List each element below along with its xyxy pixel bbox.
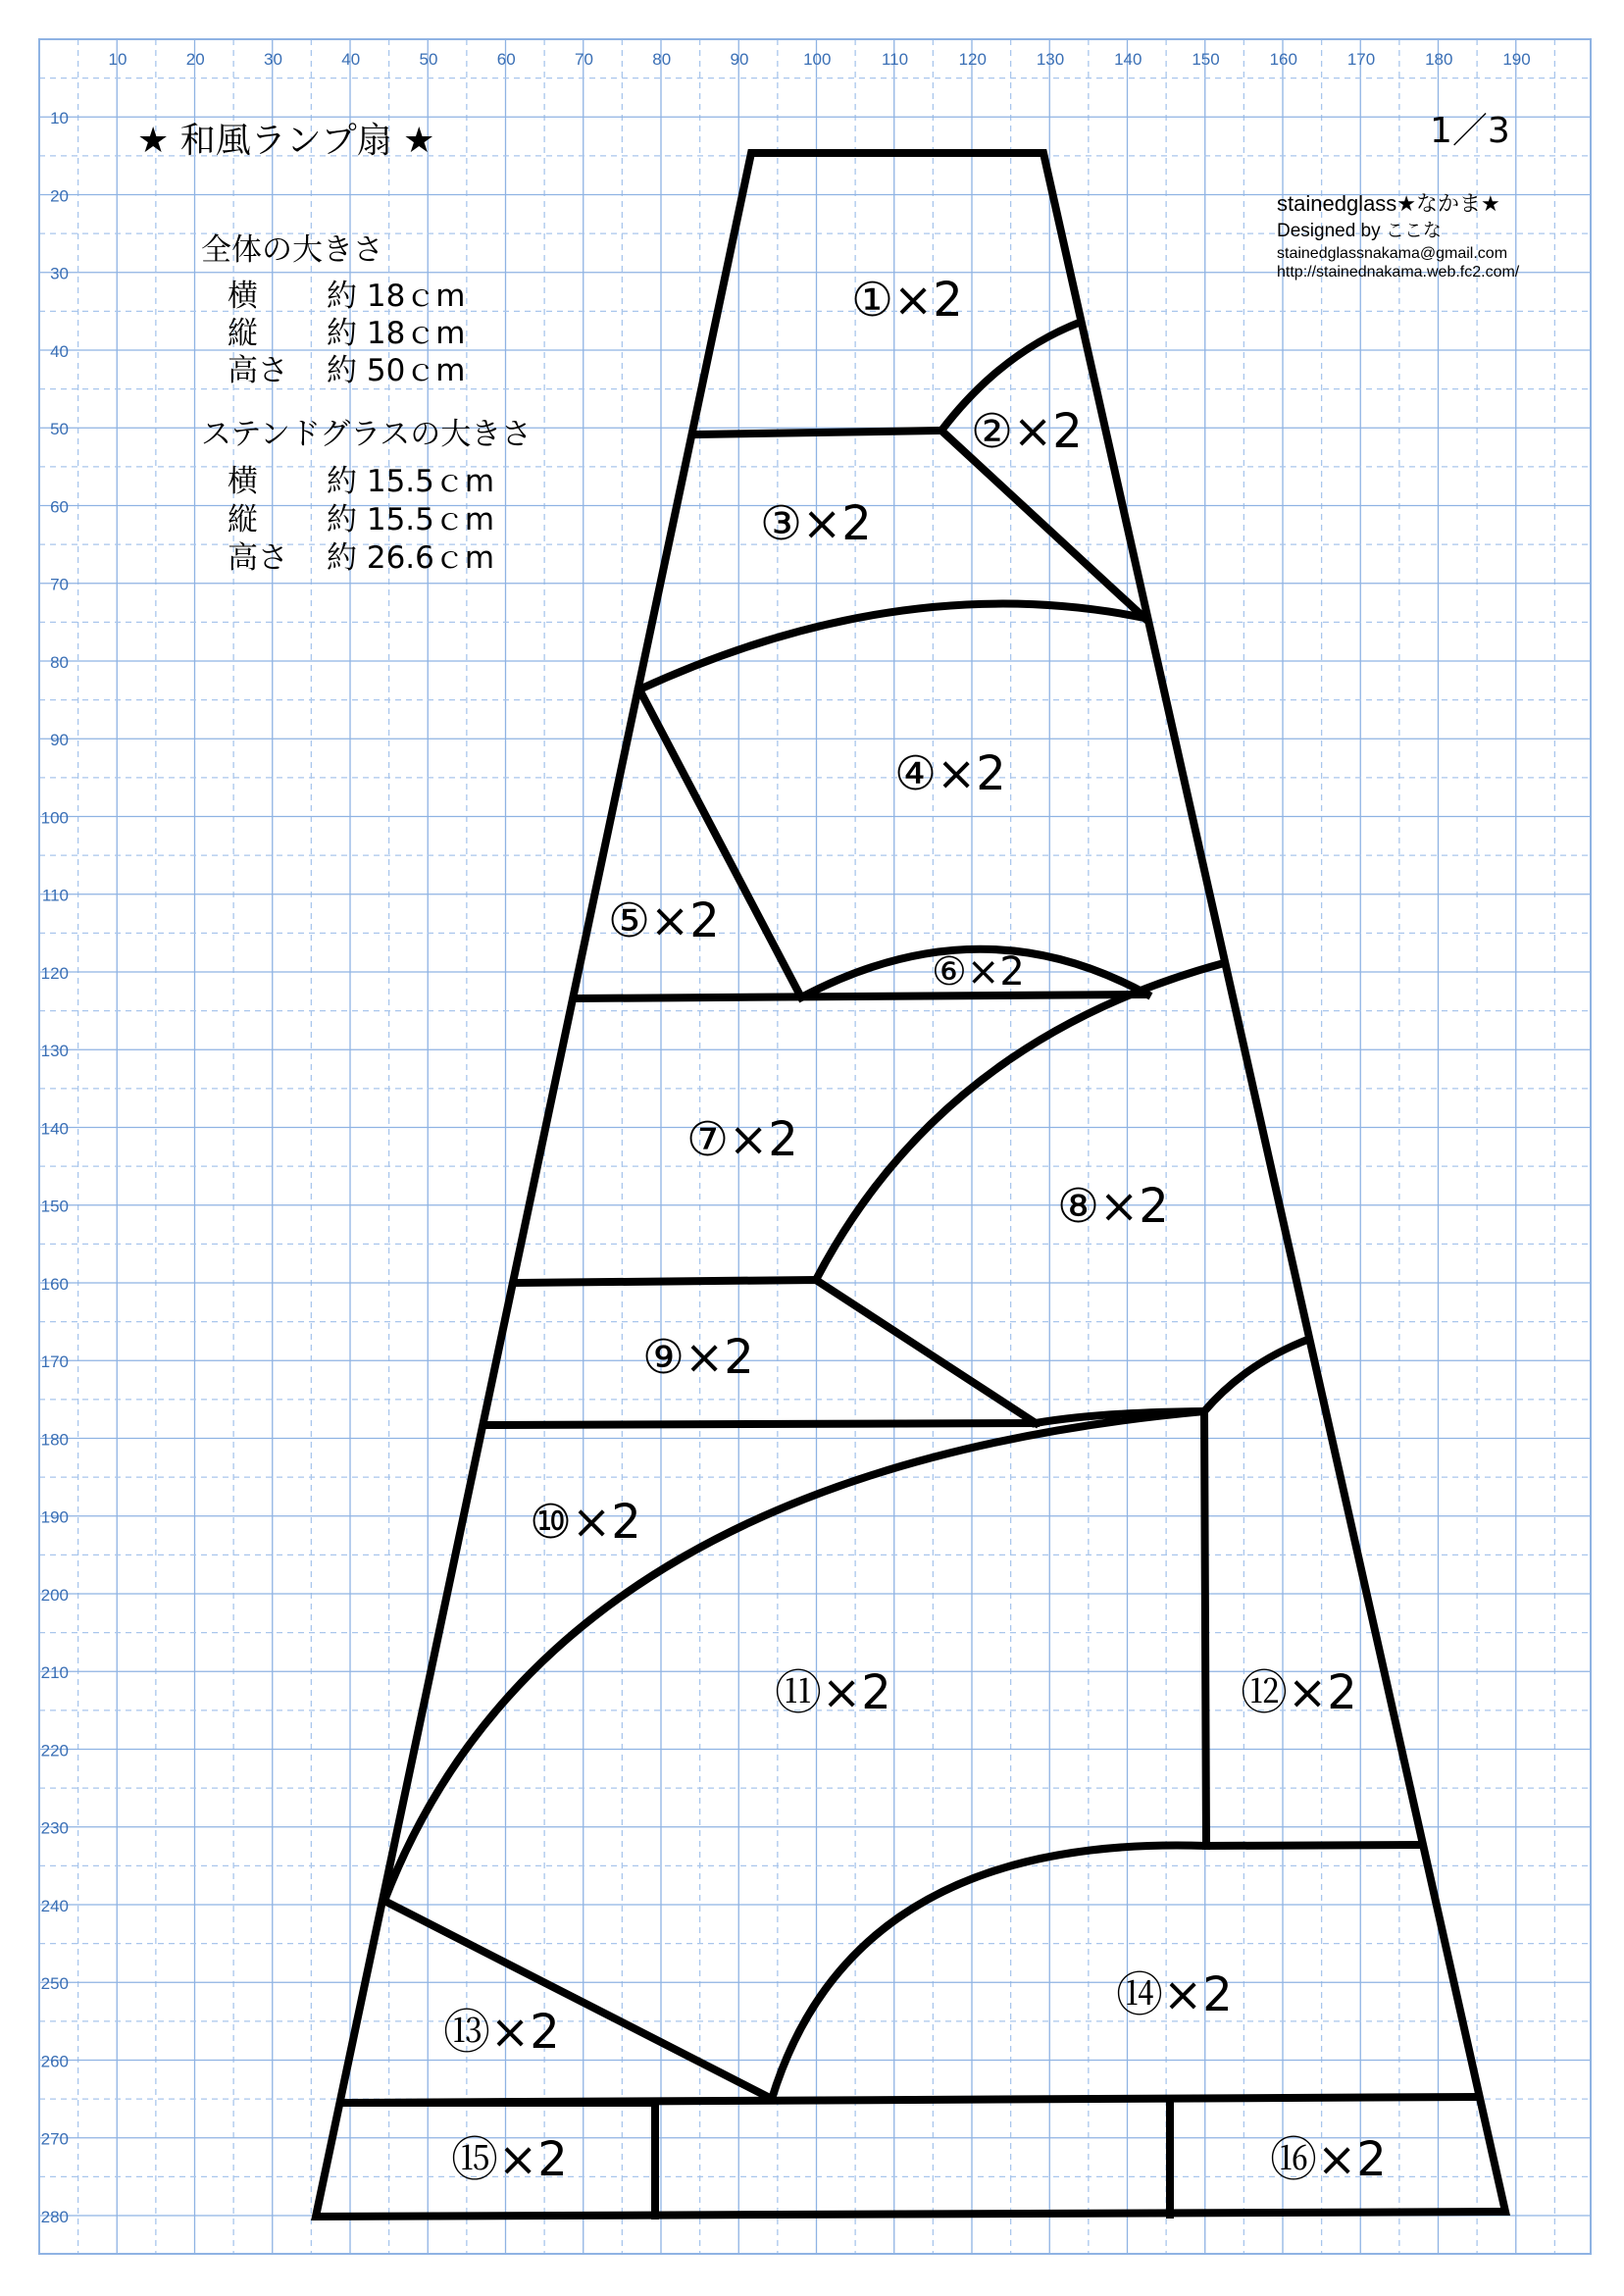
- piece-label: ⑤×2: [608, 893, 720, 948]
- size-label: 横: [228, 279, 258, 314]
- overall-size-heading: 全体の大きさ: [201, 232, 383, 268]
- lead-line: [579, 995, 1145, 998]
- y-tick-label: 70: [50, 575, 69, 594]
- size-value: 約 18ｃm: [327, 279, 466, 314]
- piece-label: ④×2: [894, 746, 1006, 801]
- pattern-title: ★ 和風ランプ扇 ★: [137, 121, 435, 161]
- piece-label: ⑦×2: [686, 1112, 798, 1167]
- overall-size-block: [201, 232, 466, 388]
- x-tick-label: 140: [1114, 50, 1142, 69]
- y-tick-label: 100: [40, 808, 69, 828]
- piece-label: ⑯×2: [1270, 2132, 1387, 2187]
- y-tick-label: 200: [40, 1585, 69, 1605]
- glass-size-heading: ステンドグラスの大きさ: [201, 417, 533, 452]
- y-tick-label: 260: [40, 2052, 69, 2071]
- y-tick-label: 120: [40, 963, 69, 983]
- y-tick-label: 170: [40, 1352, 69, 1371]
- x-tick-label: 70: [575, 50, 593, 69]
- glass-size-block: [201, 417, 532, 576]
- x-tick-label: 180: [1425, 50, 1453, 69]
- y-tick-label: 30: [50, 264, 69, 283]
- y-tick-label: 240: [40, 1896, 69, 1915]
- email-address: stainedglassnakama@gmail.com: [1277, 245, 1508, 262]
- y-tick-label: 80: [50, 652, 69, 672]
- x-tick-label: 10: [108, 50, 127, 69]
- x-tick-label: 80: [652, 50, 672, 69]
- x-tick-label: 100: [803, 50, 832, 69]
- y-tick-label: 270: [40, 2129, 69, 2149]
- piece-label: ⑥×2: [932, 949, 1025, 995]
- x-tick-label: 50: [419, 50, 438, 69]
- y-tick-label: 140: [40, 1119, 69, 1139]
- piece-labels: [443, 273, 1387, 2187]
- size-value: 約 18ｃm: [327, 316, 466, 351]
- y-axis-labels: [41, 109, 69, 2226]
- size-label: 高さ: [228, 353, 288, 388]
- y-tick-label: 90: [50, 731, 69, 749]
- y-tick-label: 280: [40, 2207, 69, 2226]
- designer-credit: Designed by ここな: [1277, 221, 1442, 241]
- lead-line: [518, 1280, 1036, 1423]
- y-tick-label: 130: [40, 1042, 69, 1060]
- x-tick-label: 120: [958, 50, 987, 69]
- y-tick-label: 150: [40, 1197, 69, 1216]
- x-tick-label: 20: [185, 50, 205, 69]
- brand-name: stainedglass★なかま★: [1277, 191, 1500, 216]
- y-tick-label: 20: [50, 186, 69, 206]
- piece-label: ⑧×2: [1057, 1179, 1169, 1234]
- page-number: 1／3: [1430, 111, 1510, 151]
- x-tick-label: 110: [881, 50, 909, 69]
- lead-line: [487, 1423, 1036, 1425]
- y-tick-label: 50: [50, 420, 69, 438]
- x-tick-label: 30: [264, 50, 282, 69]
- lead-line: [384, 1901, 772, 2099]
- y-tick-label: 160: [40, 1274, 69, 1294]
- pattern-lead-lines: [316, 153, 1508, 2217]
- piece-label: ⑮×2: [451, 2132, 568, 2187]
- piece-label: ②×2: [971, 404, 1083, 459]
- piece-label: ③×2: [760, 496, 872, 551]
- y-tick-label: 210: [40, 1663, 69, 1682]
- lead-line: [695, 431, 941, 434]
- x-tick-label: 130: [1036, 50, 1065, 69]
- piece-label: ⑫×2: [1241, 1665, 1357, 1720]
- size-label: 縦: [228, 316, 258, 351]
- x-tick-label: 40: [341, 50, 361, 69]
- size-label: 高さ: [228, 540, 288, 576]
- x-tick-label: 150: [1192, 50, 1220, 69]
- piece-label: ①×2: [851, 273, 963, 328]
- size-label: 横: [228, 464, 258, 499]
- x-tick-label: 90: [730, 50, 749, 69]
- y-tick-label: 220: [40, 1741, 69, 1760]
- x-tick-label: 160: [1269, 50, 1297, 69]
- piece-label: ⑬×2: [443, 2005, 560, 2060]
- lead-line: [639, 604, 1144, 689]
- piece-label: ⑩×2: [530, 1495, 641, 1550]
- y-tick-label: 40: [50, 341, 69, 361]
- size-value: 約 50ｃm: [327, 353, 466, 388]
- piece-label: ⑭×2: [1116, 1967, 1233, 2022]
- x-tick-label: 190: [1502, 50, 1531, 69]
- size-label: 縦: [228, 502, 258, 537]
- x-tick-label: 60: [496, 50, 516, 69]
- y-tick-label: 230: [40, 1818, 69, 1838]
- size-value: 約 15.5ｃm: [327, 464, 495, 499]
- y-tick-label: 250: [40, 1974, 69, 1993]
- size-value: 約 26.6ｃm: [327, 540, 495, 576]
- website-url: http://stainednakama.web.fc2.com/: [1277, 264, 1520, 281]
- lead-line: [1204, 1340, 1418, 1846]
- size-value: 約 15.5ｃm: [327, 502, 495, 537]
- piece-label: ⑨×2: [642, 1330, 754, 1385]
- y-tick-label: 10: [50, 109, 69, 128]
- y-tick-label: 60: [50, 497, 69, 517]
- y-tick-label: 110: [41, 886, 69, 905]
- x-tick-label: 170: [1346, 50, 1376, 69]
- y-tick-label: 180: [40, 1430, 69, 1450]
- piece-label: ⑪×2: [775, 1665, 891, 1720]
- y-tick-label: 190: [40, 1507, 69, 1527]
- x-axis-labels: [109, 50, 1531, 69]
